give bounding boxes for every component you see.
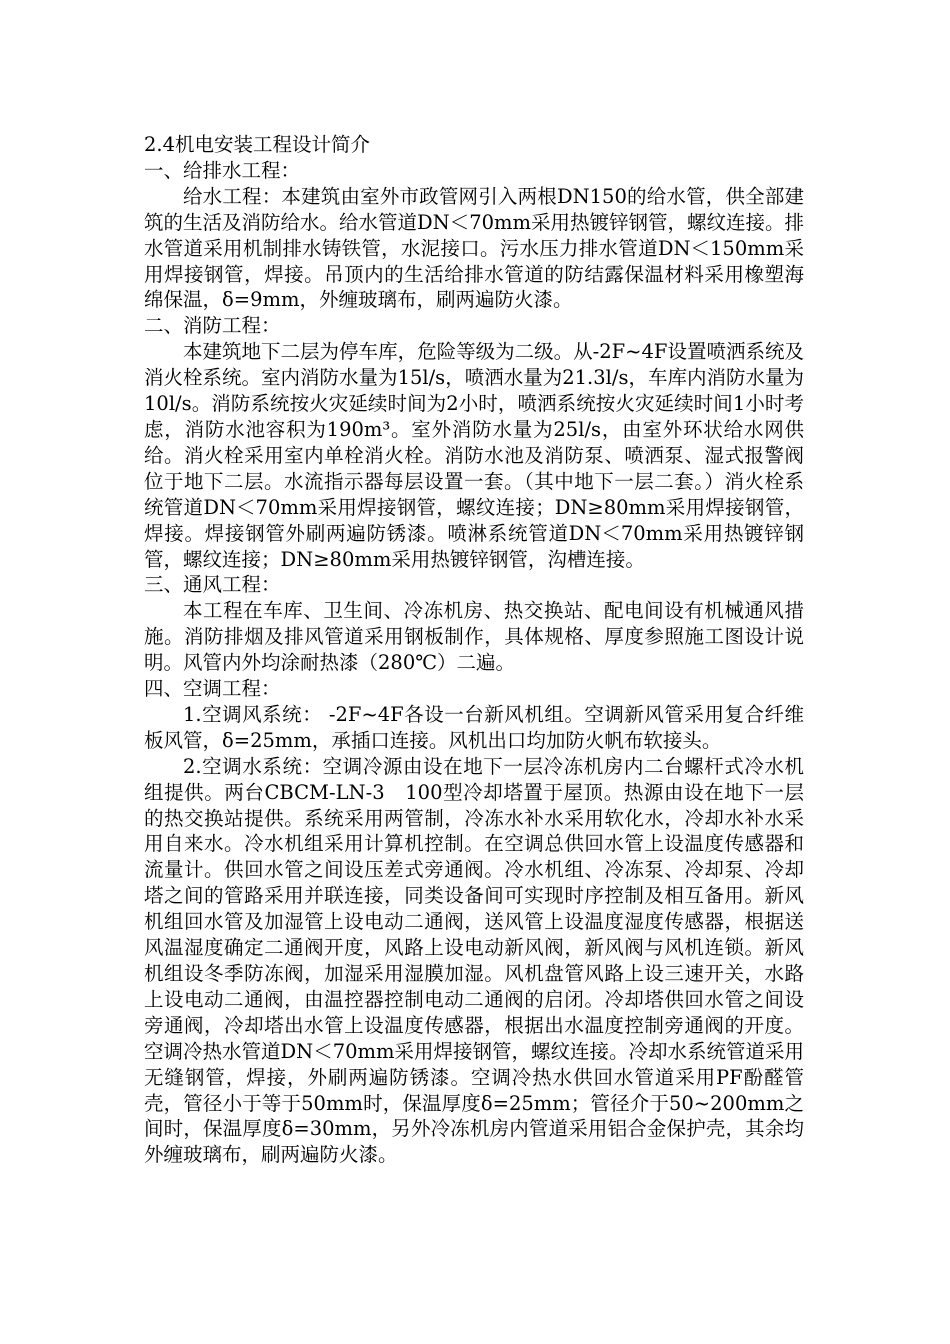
section-paragraph: 1.空调风系统： -2F~4F各设一台新风机组。空调新风管采用复合纤维板风管，δ=25mm，承插口连接。风机出口均加防火帆布软接头。 <box>144 702 804 752</box>
section-heading: 四、空调工程： <box>144 677 281 701</box>
section-paragraph: 2.空调水系统：空调冷源由设在地下一层冷冻机房内二台螺杆式冷水机组提供。两台CBCM-LN-3 100型冷却塔置于屋顶。热源由设在地下一层的热交换站提供。系统采用两管制，冷冻水补水采用软化水，冷却水补水采用自来水。冷水机组采用计算机控制。在空调总供回水管上设温度传感器和流量计。供回水管之间设压差式旁通阀。冷水机组、冷冻泵、冷却泵、冷却塔之间的管路采用并联连接，同类设备间可实现时序控制及相互备用。新风机组回水管及加湿管上设电动二通阀，送风管上设温度湿度传感器，根据送风温湿度确定二通阀开度，风路上设电动新风阀，新风阀与风机连锁。新风机组设冬季防冻阀，加湿采用湿膜加湿。风机盘管风路上设三速开关，水路上设电动二通阀，由温控器控制电动二通阀的启闭。冷却塔供回水管之间设旁通阀，冷却塔出水管上设温度传感器，根据出水温度控制旁通阀的开度。空调冷热水管道DN＜70mm采用焊接钢管，螺纹连接。冷却水系统管道采用无缝钢管，焊接，外刷两遍防锈漆。空调冷热水供回水管道采用PF酚醛管壳，管径小于等于50mm时，保温厚度δ=25mm；管径介于50~200mm之间时，保温厚度δ=30mm，另外冷冻机房内管道采用铝合金保护壳，其余均外缠玻璃布，刷两遍防火漆。 <box>144 754 804 1167</box>
section-paragraph: 本建筑地下二层为停车库，危险等级为二级。从-2F~4F设置喷洒系统及消火栓系统。室内消防水量为15l/s，喷洒水量为21.3l/s，车库内消防水量为10l/s。消防系统按火灾延续时间为2小时，喷洒系统按火灾延续时间1小时考虑，消防水池容积为190m³。室外消防水量为25l/s，由室外环状给水网供给。消火栓采用室内单栓消火栓。消防水池及消防泵、喷洒泵、湿式报警阀位于地下二层。水流指示器每层设置一套。（其中地下一层二套。）消火栓系统管道DN＜70mm采用焊接钢管，螺纹连接；DN≥80mm采用焊接钢管，焊接。焊接钢管外刷两遍防锈漆。喷淋系统管道DN＜70mm采用热镀锌钢管，螺纹连接；DN≥80mm采用热镀锌钢管，沟槽连接。 <box>144 340 804 571</box>
section-heading: 三、通风工程： <box>144 573 281 597</box>
section-water-supply <box>144 158 804 313</box>
section-heading: 二、消防工程： <box>144 314 281 338</box>
section-paragraph: 本工程在车库、卫生间、冷冻机房、热交换站、配电间设有机械通风措施。消防排烟及排风管道采用钢板制作，具体规格、厚度参照施工图设计说明。风管内外均涂耐热漆（280℃）二遍。 <box>144 599 804 675</box>
section-heading: 一、给排水工程： <box>144 158 301 182</box>
section-ventilation <box>144 572 804 676</box>
section-paragraph: 给水工程：本建筑由室外市政管网引入两根DN150的给水管，供全部建筑的生活及消防给水。给水管道DN＜70mm采用热镀锌钢管，螺纹连接。排水管道采用机制排水铸铁管，水泥接口。污水压力排水管道DN＜150mm采用焊接钢管，焊接。吊顶内的生活给排水管道的防结露保温材料采用橡塑海绵保温，δ=9mm，外缠玻璃布，刷两遍防火漆。 <box>144 184 804 312</box>
document-title: 2.4机电安装工程设计简介 <box>144 133 371 156</box>
document-page <box>144 132 804 1168</box>
section-fire-protection <box>144 313 804 572</box>
section-air-conditioning <box>144 676 804 1168</box>
